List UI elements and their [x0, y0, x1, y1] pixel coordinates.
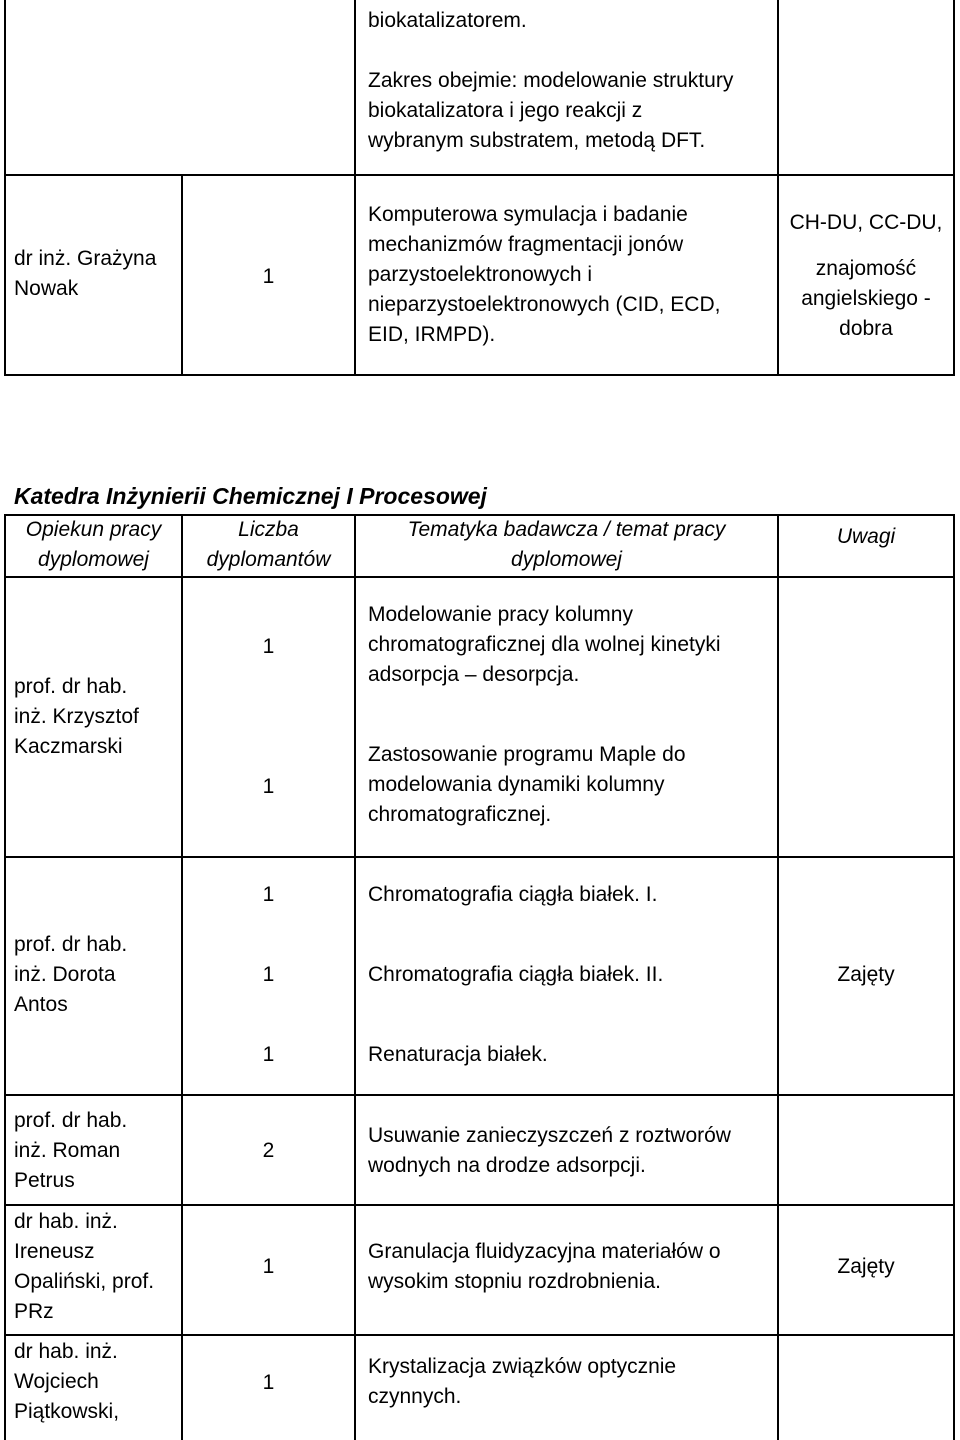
table-row-topic: Krystalizacja związków optycznie czynnych. [368, 1355, 677, 1408]
table-row-count: 1 [262, 1255, 275, 1278]
topic-text: Komputerowa symulacja i badanie mechanizmów fragmentacji jonów parzystoelektronowych i nieparzystoelektronowych (CID, ECD, EID, IRMPD). [368, 203, 721, 346]
table-row-count: 1 [262, 775, 275, 798]
table-row-count: 1 [262, 635, 275, 658]
table-row-topic: Chromatografia ciągła białek. I. [368, 883, 658, 906]
table-row-count: 2 [262, 1139, 275, 1162]
notes-requirements: CH-DU, CC-DU, [789, 211, 943, 234]
table-row-topic: Granulacja fluidyzacyjna materiałów o wysokim stopniu rozdrobnienia. [368, 1240, 721, 1293]
table-row-topic: Modelowanie pracy kolumny chromatograficznej dla wolnej kinetyki adsorpcja – desorpcja. [368, 603, 721, 686]
table-row-count: 1 [262, 1371, 275, 1394]
header-notes: Uwagi [836, 525, 896, 548]
header-topic: Tematyka badawcza / temat pracy dyplomowej [407, 518, 726, 571]
table-row-topic: Zastosowanie programu Maple do modelowania dynamiki kolumny chromatograficznej. [368, 743, 686, 826]
table-row-supervisor: dr hab. inż. Wojciech Piątkowski, [14, 1340, 120, 1423]
table-row-count: 1 [262, 963, 275, 986]
section-title: Katedra Inżynierii Chemicznej I Procesowej [14, 483, 487, 509]
header-supervisor: Opiekun pracy dyplomowej [25, 518, 162, 571]
table-row-supervisor: prof. dr hab. inż. Roman Petrus [14, 1109, 128, 1192]
header-count: Liczba dyplomantów [206, 518, 331, 571]
table-row-supervisor: prof. dr hab. inż. Krzysztof Kaczmarski [14, 675, 139, 758]
table-row-count: 1 [262, 883, 275, 906]
table-row-topic: Renaturacja białek. [368, 1043, 548, 1066]
table-row-topic: Chromatografia ciągła białek. II. [368, 963, 664, 986]
table-row-supervisor: prof. dr hab. inż. Dorota Antos [14, 933, 128, 1016]
table-row-supervisor: dr hab. inż. Ireneusz Opaliński, prof. PRz [14, 1210, 155, 1323]
table-row-count: 1 [262, 1043, 275, 1066]
notes-language: znajomość angielskiego - dobra [801, 257, 931, 340]
student-count: 1 [262, 265, 275, 288]
table-row-topic: Usuwanie zanieczyszczeń z roztworów wodnych na drodze adsorpcji. [368, 1124, 731, 1177]
supervisor-name: dr inż. Grażyna Nowak [14, 247, 157, 300]
topic-continuation: biokatalizatorem. Zakres obejmie: modelowanie struktury biokatalizatora i jego reakcji z wybranym substratem, metodą DFT. [368, 9, 734, 152]
status-badge: Zajęty [837, 963, 895, 986]
status-badge: Zajęty [837, 1255, 895, 1278]
